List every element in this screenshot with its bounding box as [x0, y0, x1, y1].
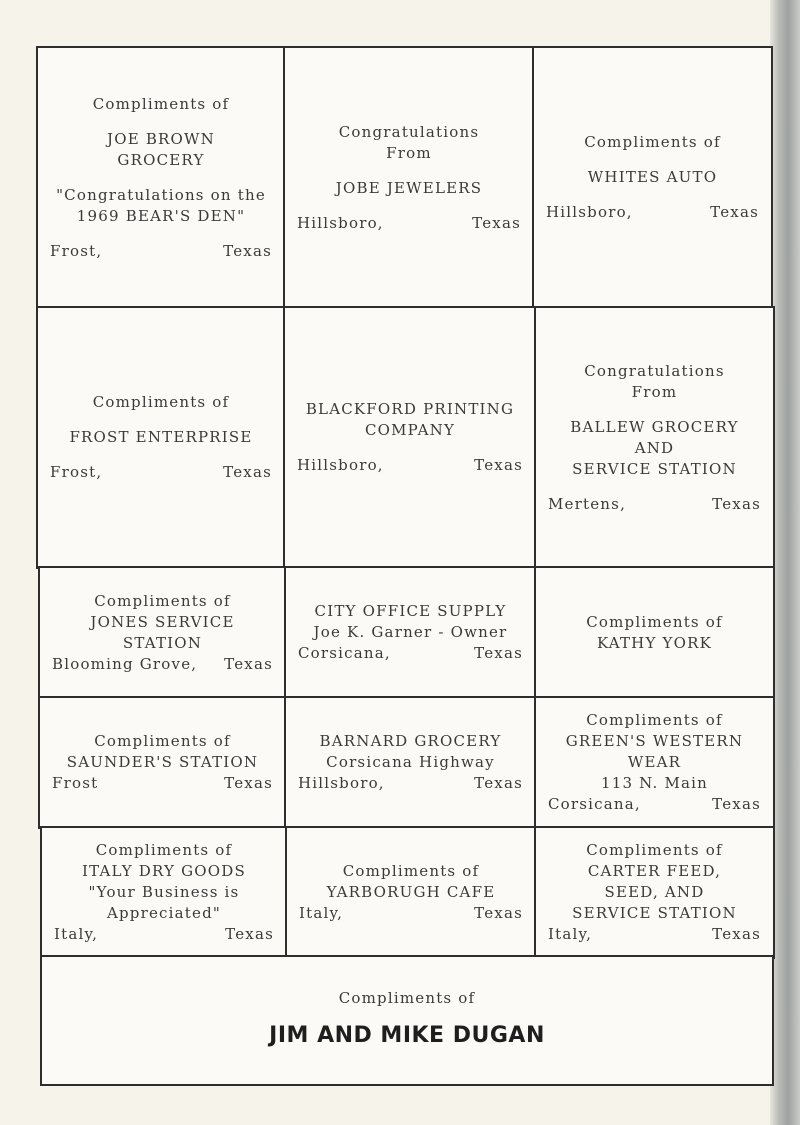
- ad-location: [50, 241, 272, 262]
- ad-line: SEED, AND: [604, 883, 705, 901]
- ad-location: [52, 654, 273, 675]
- footer-ad-intro: Compliments of: [338, 988, 476, 1007]
- ad-line: Compliments of: [342, 862, 480, 880]
- ad-line: JOE BROWN: [107, 129, 215, 148]
- ad-carter-feed: [534, 826, 775, 959]
- ad-line: Compliments of: [95, 841, 233, 859]
- spacer: [297, 199, 521, 213]
- ad-state: Texas: [474, 904, 523, 922]
- ad-city: Italy,: [54, 925, 99, 943]
- ad-location: [548, 494, 761, 515]
- ad-line: Compliments of: [586, 612, 723, 631]
- ad-line: "Congratulations on the: [56, 185, 266, 204]
- spacer: [546, 153, 759, 167]
- ad-city: Frost,: [50, 463, 103, 481]
- spacer: [50, 227, 272, 241]
- ad-saunders-station: [38, 696, 287, 829]
- ad-state: Texas: [474, 644, 523, 662]
- ad-location: [297, 455, 523, 476]
- ad-city-office-supply: [284, 566, 537, 699]
- ad-line: FROST ENTERPRISE: [69, 428, 253, 446]
- ad-line: KATHY YORK: [596, 633, 713, 652]
- ad-city: Hillsboro,: [546, 203, 633, 221]
- spacer: [548, 480, 761, 494]
- ad-location: [50, 462, 272, 483]
- ad-line: Compliments of: [94, 591, 231, 610]
- ad-line: From: [386, 143, 432, 162]
- footer-ad-name: JIM AND MIKE DUGAN: [269, 1022, 545, 1048]
- ad-line: GREEN'S WESTERN: [565, 732, 744, 750]
- spacer: [548, 403, 761, 417]
- ad-line: JOBE JEWELERS: [335, 178, 483, 197]
- ad-line: Compliments of: [94, 732, 231, 750]
- ad-state: Texas: [224, 774, 273, 792]
- ad-city: Hillsboro,: [298, 774, 385, 792]
- ad-city: Mertens,: [548, 494, 627, 513]
- ad-whites-auto: [532, 46, 773, 309]
- ad-line: JONES SERVICE: [90, 612, 235, 631]
- ad-joe-brown-grocery: [36, 46, 286, 309]
- ad-line: BALLEW GROCERY: [570, 417, 739, 436]
- ad-location: [298, 773, 523, 794]
- spacer: [50, 115, 272, 129]
- ad-line: AND: [634, 438, 675, 457]
- ad-state: Texas: [223, 241, 272, 260]
- ad-line: Compliments of: [584, 133, 721, 151]
- spacer: [50, 413, 272, 427]
- ad-line: WEAR: [627, 753, 682, 771]
- ad-line: STATION: [122, 633, 203, 652]
- ad-line: BARNARD GROCERY: [319, 732, 502, 750]
- ad-greens-western-wear: [534, 696, 775, 829]
- ad-line: 1969 BEAR'S DEN": [76, 206, 246, 225]
- ad-line: Corsicana Highway: [326, 753, 495, 771]
- ad-location: [297, 213, 521, 234]
- ad-line: Compliments of: [586, 711, 723, 729]
- ad-state: Texas: [224, 654, 273, 673]
- spacer: [546, 188, 759, 202]
- ad-state: Texas: [712, 795, 761, 813]
- ad-line: SAUNDER'S STATION: [66, 753, 259, 771]
- ad-line: SERVICE STATION: [572, 904, 737, 922]
- ad-line: BLACKFORD PRINTING: [305, 400, 515, 418]
- ad-italy-dry-goods: [40, 826, 288, 959]
- ad-state: Texas: [474, 774, 523, 792]
- ad-frost-enterprise: [36, 306, 286, 569]
- ad-city: Frost,: [50, 241, 103, 260]
- ad-line: COMPANY: [364, 421, 456, 439]
- ad-line: Congratulations: [584, 361, 725, 380]
- ad-line: "Your Business is: [88, 883, 240, 901]
- spacer: [297, 441, 523, 455]
- ad-city: Frost: [52, 774, 99, 792]
- ad-line: YARBORUGH CAFE: [326, 883, 496, 901]
- ad-line: SERVICE STATION: [572, 459, 737, 478]
- ad-jobe-jewelers: [283, 46, 535, 309]
- ad-city: Italy,: [299, 904, 344, 922]
- ad-line: Congratulations: [338, 122, 480, 141]
- ad-location: [298, 643, 523, 664]
- ad-state: Texas: [710, 203, 759, 221]
- ad-location: [548, 924, 761, 945]
- ad-city: Blooming Grove,: [52, 654, 198, 673]
- ad-line: CARTER FEED,: [587, 862, 722, 880]
- ad-blackford-printing: [283, 306, 537, 569]
- ad-barnard-grocery: [284, 696, 537, 829]
- ad-state: Texas: [474, 456, 523, 474]
- ad-line: Compliments of: [586, 841, 723, 859]
- ad-location: [546, 202, 759, 223]
- ad-state: Texas: [223, 463, 272, 481]
- ad-location: [54, 924, 274, 945]
- ad-line: Compliments of: [92, 393, 230, 411]
- ad-location: [299, 903, 523, 924]
- footer-ad: [40, 955, 774, 1086]
- ad-ballew-grocery: [534, 306, 775, 569]
- ad-line: Joe K. Garner - Owner: [313, 623, 508, 641]
- ad-jones-service-station: [38, 566, 287, 699]
- ad-line: ITALY DRY GOODS: [81, 862, 247, 880]
- ad-city: Hillsboro,: [297, 213, 384, 232]
- ad-line: CITY OFFICE SUPPLY: [314, 602, 507, 620]
- ad-line: WHITES AUTO: [587, 168, 718, 186]
- ad-kathy-york: [534, 566, 775, 699]
- ad-state: Texas: [712, 925, 761, 943]
- ad-city: Corsicana,: [298, 644, 391, 662]
- ad-line: 113 N. Main: [600, 774, 709, 792]
- spacer: [50, 448, 272, 462]
- spacer: [50, 171, 272, 185]
- ad-yarborugh-cafe: [285, 826, 537, 959]
- ad-city: Corsicana,: [548, 795, 641, 813]
- ad-line: Compliments of: [92, 94, 230, 113]
- ad-location: [548, 794, 761, 815]
- ad-city: Italy,: [548, 925, 593, 943]
- ad-state: Texas: [472, 213, 521, 232]
- ad-state: Texas: [225, 925, 274, 943]
- ad-city: Hillsboro,: [297, 456, 384, 474]
- ad-line: GROCERY: [117, 150, 205, 169]
- ad-line: From: [631, 382, 678, 401]
- ad-location: [52, 773, 273, 794]
- ad-state: Texas: [712, 494, 761, 513]
- spacer: [297, 164, 521, 178]
- ad-line: Appreciated": [106, 904, 222, 922]
